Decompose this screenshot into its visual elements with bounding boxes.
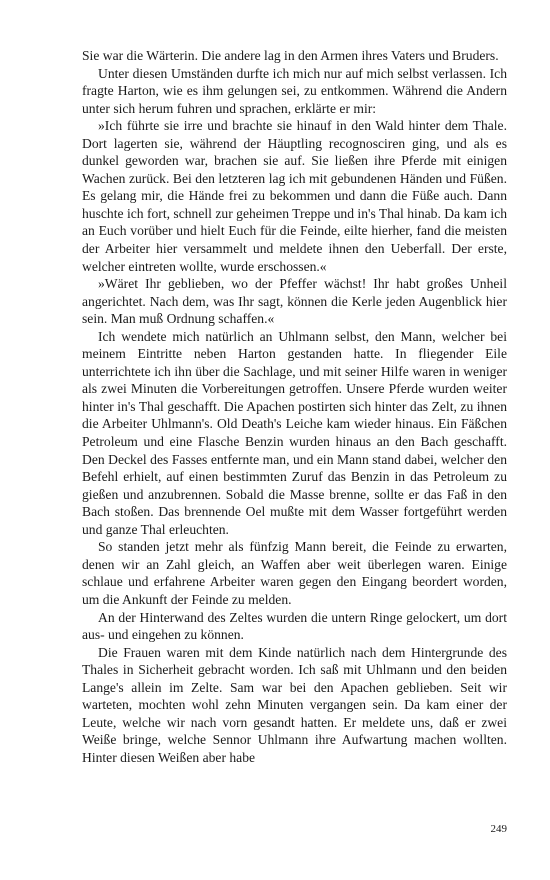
body-text [82, 47, 507, 766]
paragraph: An der Hinterwand des Zeltes wurden die untern Ringe gelockert, um dort aus- und eingehen zu können. [82, 609, 507, 643]
paragraph: »Ich führte sie irre und brachte sie hinauf in den Wald hinter dem Thale. Dort lagerten sie, während der Häuptling recognosciren ging, und als es dunkel geworden war, brachen sie auf. Sie ließen ihre Pferde mit einigen Wachen zurück. Bei den letzteren lag ich mit gebundenen Händen und Füßen. Es gelang mir, die Hände frei zu bekommen und dann die Füße auch. Dann huschte ich fort, schnell zur geheimen Treppe und in's Thal hinab. Da kam ich an Euch vorüber und hielt Euch für die Feinde, eilte hierher, fand die meisten der Arbeiter hier versammelt und meldete ihnen den Ueberfall. Der erste, welcher eintreten wollte, wurde erschossen.« [82, 118, 507, 274]
paragraph: Unter diesen Umständen durfte ich mich nur auf mich selbst verlassen. Ich fragte Harton, wie es ihm gelungen sei, zu entkommen. Während die Andern unter sich herum fuhren und sprachen, erklärte er mir: [82, 65, 507, 116]
paragraph: Ich wendete mich natürlich an Uhlmann selbst, den Mann, welcher bei meinem Eintritte neben Harton gestanden hatte. In fliegender Eile unterrichtete ich ihn über die Sachlage, und mit seiner Hilfe waren in weniger als zwei Minuten die Vorbereitungen getroffen. Unsere Pferde wurden weiter hinter in's Thal geschafft. Die Apachen postirten sich hinter das Zelt, zu ihnen die Arbeiter Uhlmann's. Old Death's Leiche kam wieder hinaus. Ein Fäßchen Petroleum und eine Flasche Benzin wurden hinaus an den Bach geschafft. Den Deckel des Fasses entfernte man, und ein Mann stand dabei, welcher den Befehl erhielt, auf einen bestimmten Zuruf das Benzin in das Petroleum zu gießen und anzubrennen. Sobald die Masse brenne, sollte er das Faß in den Bach stoßen. Das brennende Oel mußte mit dem Wasser fortgeführt werden und ganze Thal erleuchten. [82, 328, 507, 537]
paragraph: So standen jetzt mehr als fünfzig Mann bereit, die Feinde zu erwarten, denen wir an Zahl gleich, an Waffen aber weit überlegen waren. Einige schlaue und erfahrene Arbeiter waren gegen den Eingang beordert worden, um die Ankunft der Feinde zu melden. [82, 539, 507, 607]
paragraph: Die Frauen waren mit dem Kinde natürlich nach dem Hintergrunde des Thales in Sicherheit gebracht worden. Ich saß mit Uhlmann und den beiden Lange's allein im Zelte. Sam war bei den Apachen geblieben. Seit wir warteten, mochten wohl zehn Minuten vergangen sein. Da kam einer der Leute, welche wir nach vorn gesandt hatten. Er meldete uns, daß er zwei Weiße bringe, welche Sennor Uhlmann ihre Aufwartung machen wollten. Hinter diesen Weißen aber habe [82, 644, 507, 765]
paragraph: »Wäret Ihr geblieben, wo der Pfeffer wächst! Ihr habt großes Unheil angerichtet. Nach dem, was Ihr sagt, können die Kerle jeden Augenblick hier sein. Man muß Ordnung schaffen.« [82, 276, 507, 327]
paragraph: Sie war die Wärterin. Die andere lag in den Armen ihres Vaters und Bruders. [82, 48, 499, 63]
page-number: 249 [490, 823, 507, 835]
